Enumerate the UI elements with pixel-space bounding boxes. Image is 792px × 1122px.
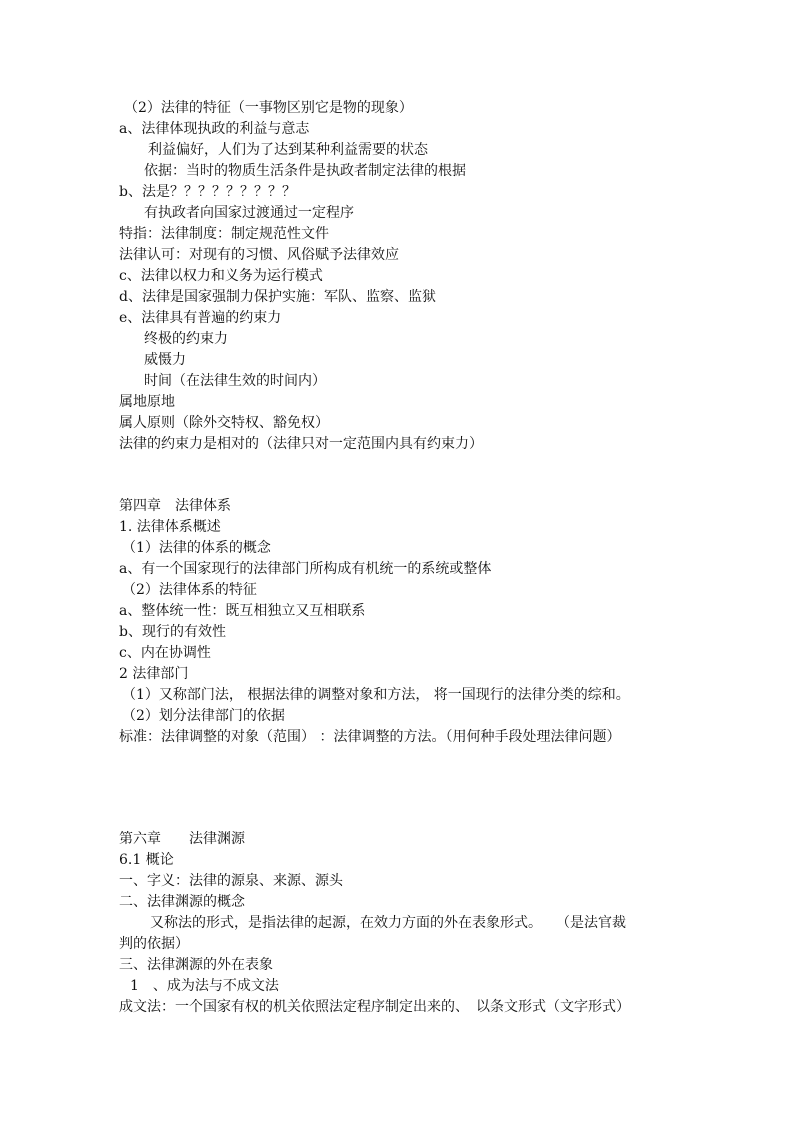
text-line: 属地原地 bbox=[119, 394, 175, 410]
text-line: 依据：当时的物质生活条件是执政者制定法律的根据 bbox=[144, 163, 466, 179]
list-item: b、现行的有效性 bbox=[119, 624, 226, 640]
section-heading: 2 法律部门 bbox=[119, 666, 189, 682]
text-line: 特指：法律制度：制定规范性文件 bbox=[119, 226, 329, 242]
text-line: 有执政者向国家过渡通过一定程序 bbox=[144, 205, 354, 221]
text-line: 法律的约束力是相对的（法律只对一定范围内具有约束力） bbox=[119, 436, 483, 452]
section-heading: 二、法律渊源的概念 bbox=[119, 894, 245, 910]
text-line: 法律认可：对现有的习惯、风俗赋予法律效应 bbox=[119, 247, 399, 263]
section-heading: （1）法律的体系的概念 bbox=[122, 540, 271, 556]
section-heading: （2）法律体系的特征 bbox=[122, 582, 257, 598]
section-heading: （2）划分法律部门的依据 bbox=[122, 708, 285, 724]
section-heading: （2）法律的特征（一事物区别它是物的现象） bbox=[124, 100, 413, 116]
list-item: e、法律具有普遍的约束力 bbox=[119, 310, 282, 326]
text-line: 又称法的形式，是指法律的起源，在效力方面的外在表象形式。 （是法官裁 bbox=[150, 915, 626, 931]
text-line: 终极的约束力 bbox=[144, 331, 228, 347]
text-line: 判的依据） bbox=[119, 936, 189, 952]
text-line: （1）又称部门法， 根据法律的调整对象和方法， 将一国现行的法律分类的综和。 bbox=[122, 687, 630, 703]
text-line: 威慑力 bbox=[144, 352, 186, 368]
list-item: d、法律是国家强制力保护实施：军队、监察、监狱 bbox=[119, 289, 436, 305]
chapter-heading: 第六章 法律渊源 bbox=[119, 831, 245, 847]
list-item: c、内在协调性 bbox=[119, 645, 211, 661]
section-heading: 6.1 概论 bbox=[119, 852, 174, 868]
text-line: 利益偏好，人们为了达到某种利益需要的状态 bbox=[148, 142, 428, 158]
list-item: a、有一个国家现行的法律部门所构成有机统一的系统或整体 bbox=[119, 561, 492, 577]
chapter-heading: 第四章 法律体系 bbox=[119, 498, 231, 514]
list-item: c、法律以权力和义务为运行模式 bbox=[119, 268, 323, 284]
text-line: 属人原则（除外交特权、豁免权） bbox=[119, 415, 329, 431]
text-line: 标准：法律调整的对象（范围） ：法律调整的方法。（用何种手段处理法律问题） bbox=[119, 729, 621, 745]
text-line: 时间（在法律生效的时间内） bbox=[144, 373, 326, 389]
text-line: 成文法：一个国家有权的机关依照法定程序制定出来的、 以条文形式（文字形式） bbox=[119, 999, 630, 1015]
section-heading: 三、法律渊源的外在表象 bbox=[119, 957, 273, 973]
section-heading: 1. 法律体系概述 bbox=[119, 519, 221, 535]
list-item: a、整体统一性：既互相独立又互相联系 bbox=[119, 603, 366, 619]
list-item: b、法是？？？？？？？？？ bbox=[119, 184, 296, 200]
text-line: 一、字义：法律的源泉、来源、源头 bbox=[119, 873, 343, 889]
list-item: a、法律体现执政的利益与意志 bbox=[119, 121, 310, 137]
list-item: 1 、成为法与不成文法 bbox=[130, 978, 279, 994]
